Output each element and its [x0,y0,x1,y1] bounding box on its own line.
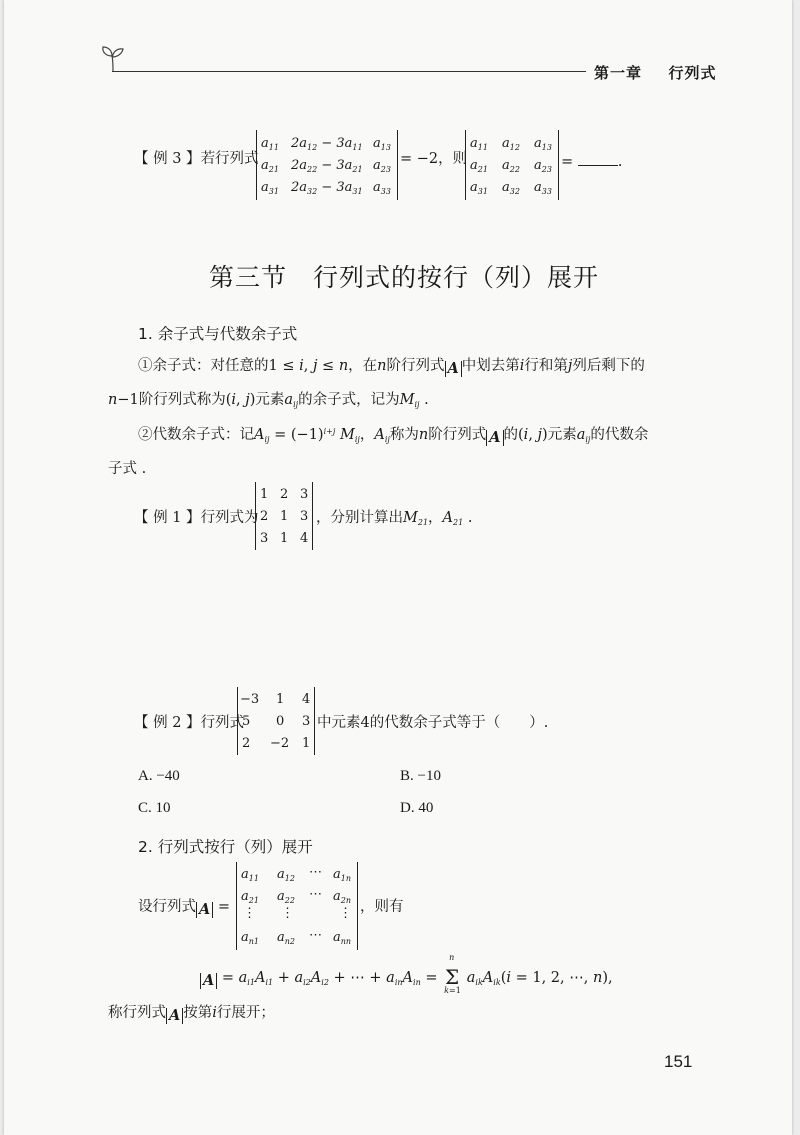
example-1-intro [134,511,259,526]
section-title: 第三节 行列式的按行（列）展开 [208,263,599,292]
det-cell: $a_{nn}$ [333,930,352,946]
subsection-1-heading: 1. 余子式与代数余子式 [138,325,298,343]
example-3-text: 若行列式 [200,151,259,167]
det-cell: 1 [276,692,285,707]
period: . [617,154,623,170]
det-cell: 3 [302,714,311,729]
det-cell: $a_{n1}$ [241,930,260,946]
det-cell: $a_{21}$ [261,158,279,174]
det-cell: 5 [242,714,251,729]
det-cell: 1 [280,531,289,546]
det-cell: $a_{31}$ [470,180,488,196]
det-cell: −3 [240,692,260,707]
example-1-question: ，分别计算出$M_{21}$，$A_{21}$ . [316,510,473,527]
textbook-page [4,0,792,1135]
det-cell: $a_{11}$ [470,136,488,152]
example-1-determinant [255,482,313,550]
det-cell: $a_{22}$ [502,158,520,174]
option-b: B. −10 [400,768,441,784]
chapter-number: 第一章 [594,64,643,82]
det-cell: $a_{11}$ [261,136,279,152]
example-3-equals-value [400,152,467,167]
cofactor-definition-line-1: ②代数余子式：记$A_{ij} = (-1)^{i+j}$ $M_{ij}$，$A_{ij}$称为n阶行列式 A 的(i, j)元素$a_{ij}$的代数余 [138,427,649,446]
det-cell: −2 [270,736,290,751]
general-determinant [236,862,358,950]
det-cell: $a_{13}$ [373,136,391,152]
det-cell: ⋯ [309,865,322,880]
det-cell: 4 [302,692,311,707]
example-2-determinant [237,687,315,755]
example-2-question: 中元素4的代数余子式等于（ ）. [317,715,549,731]
det-cell: ⋯ [309,887,322,902]
example-3-determinant [256,130,398,200]
det-cell: ⋮ [243,906,256,921]
row-expansion-formula: $A = a_{i1}A_{i1} + a_{i2}A_{i2}$ + ⋯ + $a_{in}A_{in}$ = n Σ k=1 $a_{ik}A_{ik}(i = 1$, 2, ⋯, n), [200,967,613,989]
example-1-label: 【 例 1 】 [134,510,201,526]
example-3-determinant-2 [465,130,559,200]
det-cell: 2 [242,736,251,751]
det-cell: $2a_{32} - 3a_{31}$ [291,180,363,196]
row-expansion-conclusion: 称行列式 A 按第i行展开； [108,1005,275,1024]
det-cell: 3 [260,531,269,546]
det-cell: $a_{13}$ [534,136,552,152]
det-cell: 1 [280,509,289,524]
det-cell: $a_{2n}$ [333,889,352,905]
example-2-text: 行列式 [200,715,245,731]
det-cell: $a_{32}$ [502,180,520,196]
option-d: D. 40 [400,800,434,816]
det-cell: 1 [302,736,311,751]
then-word: 则 [452,151,468,167]
det-cell: $a_{21}$ [470,158,488,174]
det-cell: 1 [260,487,269,502]
page-number: 151 [664,1052,693,1071]
sprout-icon [100,44,126,74]
equals-sign: = [561,154,574,170]
det-cell: $a_{23}$ [534,158,552,174]
det-cell: $a_{n2}$ [277,930,296,946]
running-header [594,62,717,83]
det-cell: $a_{33}$ [534,180,552,196]
det-cell: $a_{11}$ [241,867,259,883]
example-3-answer-blank [561,152,622,170]
chapter-title: 行列式 [668,64,717,82]
det-cell: 2 [280,487,289,502]
option-a: A. −40 [138,768,180,784]
example-2-intro [134,716,244,731]
det-cell: 2 [260,509,269,524]
example-1-text: 行列式为 [200,510,259,526]
det-cell: $2a_{22} - 3a_{21}$ [291,158,363,174]
minor-definition-line-1: ①余子式：对任意的1 ≤ i, j ≤ n，在n阶行列式 A 中划去第i行和第j列后剩下的 [138,358,645,377]
cofactor-definition-line-2: 子式 . [108,461,147,477]
det-cell: ⋮ [339,906,352,921]
det-cell: 3 [300,487,309,502]
example-3-intro [134,152,259,167]
example-3-label: 【 例 3 】 [134,151,201,167]
det-cell: $a_{12}$ [277,867,295,883]
det-cell: ⋮ [281,906,294,921]
det-cell: $a_{23}$ [373,158,391,174]
det-cell: 3 [300,509,309,524]
det-cell: ⋯ [309,928,322,943]
then-have: ，则有 [360,899,404,915]
expansion-setup: 设行列式 A = [138,899,231,918]
subsection-2-heading: 2. 行列式按行（列）展开 [138,838,313,856]
header-rule [112,71,586,72]
det-cell: $a_{12}$ [502,136,520,152]
example-2-label: 【 例 2 】 [134,715,201,731]
det-cell: 0 [276,714,285,729]
option-c: C. 10 [138,800,171,816]
det-cell: $a_{21}$ [241,889,259,905]
det-cell: $a_{33}$ [373,180,391,196]
det-cell: $a_{1n}$ [333,867,352,883]
minor-definition-line-2: n−1阶行列式称为(i, j)元素$a_{ij}$的余子式，记为$M_{ij}$ . [108,392,429,409]
det-cell: 4 [300,531,309,546]
det-cell: $2a_{12} - 3a_{11}$ [291,136,363,152]
det-cell: $a_{31}$ [261,180,279,196]
fill-blank [578,152,618,166]
det-cell: $a_{22}$ [277,889,295,905]
equals-minus-two: = −2， [400,151,453,167]
